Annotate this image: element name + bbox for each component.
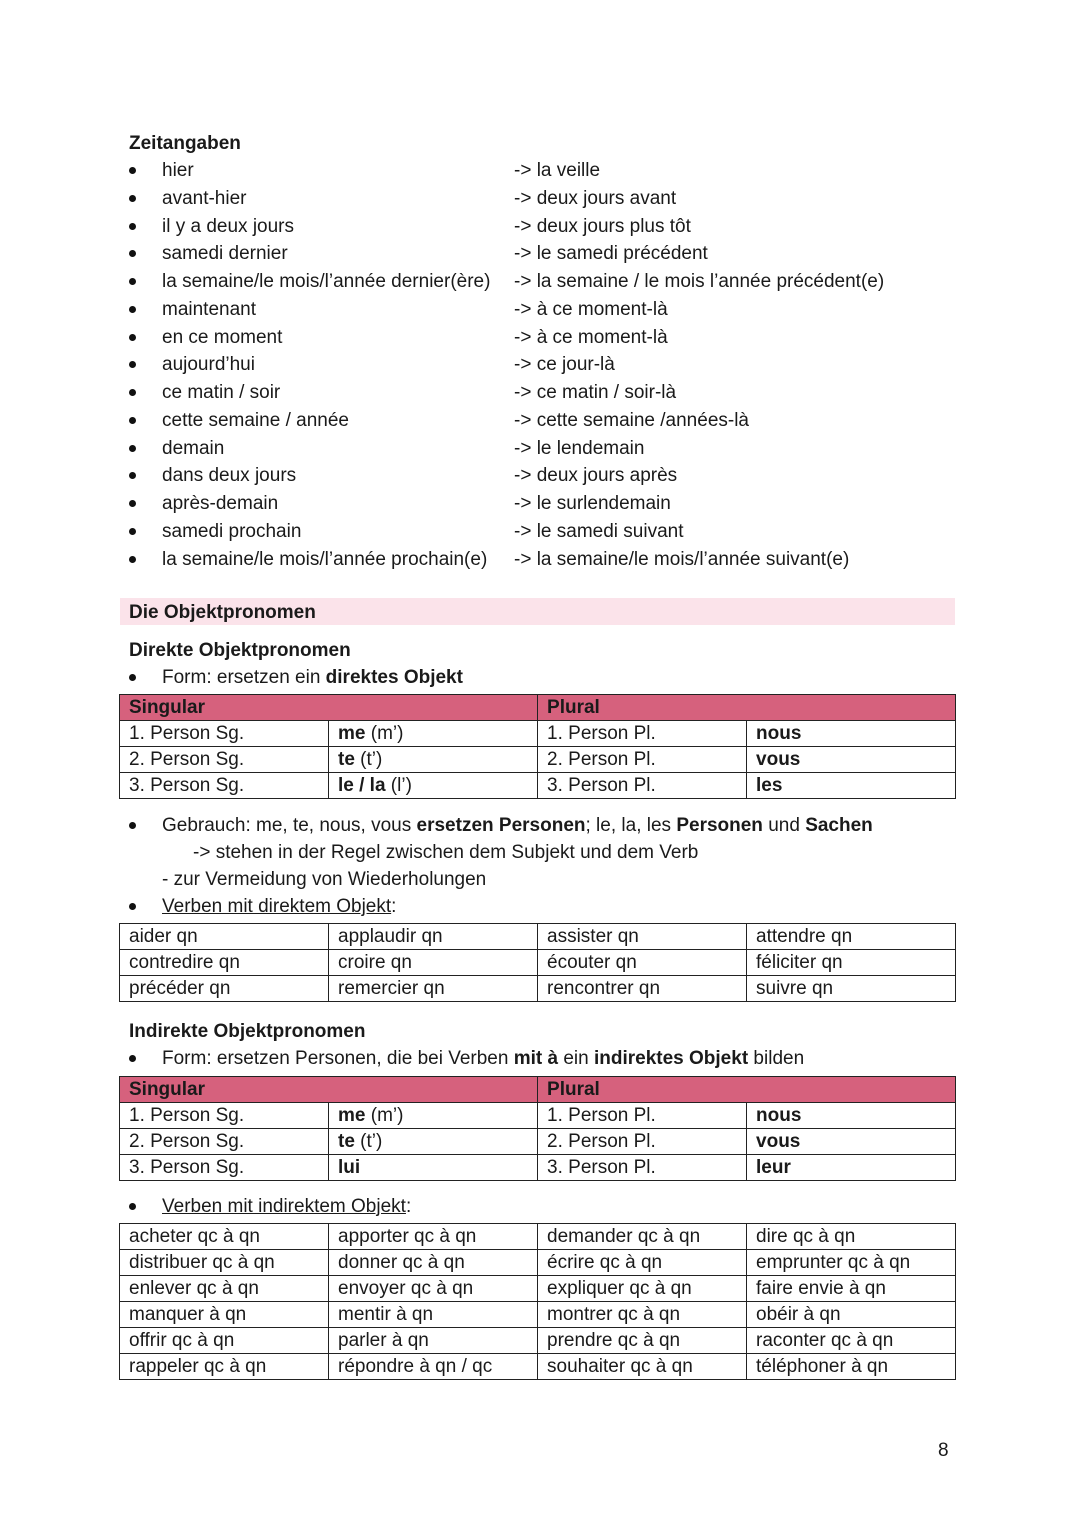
verb-cell: acheter qc à qn — [120, 1224, 329, 1250]
verb-cell: prendre qc à qn — [538, 1328, 747, 1354]
verb-cell: mentir à qn — [329, 1302, 538, 1328]
verb-cell: offrir qc à qn — [120, 1328, 329, 1354]
usage-note-line: - zur Vermeidung von Wiederholungen — [162, 869, 487, 890]
table-header-row — [120, 695, 956, 721]
verb-cell: enlever qc à qn — [120, 1276, 329, 1302]
time-expression-converted: -> ce matin / soir-là — [514, 382, 677, 403]
bullet-icon — [129, 500, 136, 507]
person-singular: 2. Person Sg. — [120, 747, 329, 773]
usage-bold-3: Sachen — [805, 815, 873, 836]
table-row — [120, 1354, 956, 1380]
verb-cell: aider qn — [120, 924, 329, 950]
pronoun-singular — [329, 721, 538, 747]
bullet-icon — [129, 334, 136, 341]
verb-cell: écrire qc à qn — [538, 1250, 747, 1276]
person-singular: 3. Person Sg. — [120, 773, 329, 799]
verb-cell: raconter qc à qn — [747, 1328, 956, 1354]
verb-cell: souhaiter qc à qn — [538, 1354, 747, 1380]
verb-cell: attendre qn — [747, 924, 956, 950]
pronoun-bold: te — [338, 749, 355, 770]
verb-cell: distribuer qc à qn — [120, 1250, 329, 1276]
time-expression-converted: -> deux jours avant — [514, 188, 677, 209]
header-plural: Plural — [538, 1077, 956, 1103]
time-expression-converted: -> à ce moment-là — [514, 327, 668, 348]
pronoun-bold: te — [338, 1131, 355, 1152]
time-expression: maintenant — [162, 299, 257, 320]
time-expression: dans deux jours — [162, 465, 297, 486]
direct-pronoun-table — [119, 694, 956, 799]
pronoun-plural: vous — [747, 1129, 956, 1155]
pronoun-singular — [329, 1129, 538, 1155]
time-expression-converted: -> la veille — [514, 160, 601, 181]
indirect-form-line — [162, 1045, 804, 1072]
bullet-icon — [129, 1055, 136, 1062]
time-expression: la semaine/le mois/l’année prochain(e) — [162, 549, 488, 570]
verb-cell: féliciter qn — [747, 950, 956, 976]
header-singular: Singular — [120, 1077, 538, 1103]
verb-cell: téléphoner à qn — [747, 1354, 956, 1380]
indirect-verbs-label: Verben mit indirektem Objekt — [162, 1196, 406, 1217]
verb-cell: suivre qn — [747, 976, 956, 1002]
section-title: Die Objektpronomen — [129, 602, 316, 623]
time-expression-converted: -> ce jour-là — [514, 354, 615, 375]
direct-form-line — [162, 664, 463, 691]
verb-cell: remercier qn — [329, 976, 538, 1002]
bullet-icon — [129, 472, 136, 479]
usage-bold-1: ersetzen Personen — [416, 815, 586, 836]
time-expression: demain — [162, 438, 225, 459]
time-expression: il y a deux jours — [162, 216, 295, 237]
bullet-icon — [129, 195, 136, 202]
bullet-icon — [129, 556, 136, 563]
bullet-icon — [129, 417, 136, 424]
pronoun-singular — [329, 773, 538, 799]
verb-cell: envoyer qc à qn — [329, 1276, 538, 1302]
verb-cell: contredire qn — [120, 950, 329, 976]
usage-text-3: und — [762, 815, 806, 836]
time-expression: en ce moment — [162, 327, 283, 348]
verb-cell: croire qn — [329, 950, 538, 976]
label-colon: : — [391, 896, 397, 917]
direct-verbs-table — [119, 923, 956, 1002]
bullet-icon — [129, 361, 136, 368]
verb-cell: précéder qn — [120, 976, 329, 1002]
verb-cell: dire qc à qn — [747, 1224, 956, 1250]
indirect-form-text-2: ein — [558, 1048, 594, 1069]
bullet-icon — [129, 389, 136, 396]
direct-verbs-label: Verben mit direktem Objekt — [162, 896, 392, 917]
direct-verbs-label-line — [162, 893, 396, 920]
indirect-form-text-3: bilden — [748, 1048, 805, 1069]
indirect-form-bold-1: mit à — [513, 1048, 559, 1069]
time-expression-converted: -> la semaine/le mois/l’année suivant(e) — [514, 549, 850, 570]
bullet-icon — [129, 250, 136, 257]
time-expression: avant-hier — [162, 188, 247, 209]
time-expression: samedi dernier — [162, 243, 288, 264]
person-singular: 3. Person Sg. — [120, 1155, 329, 1181]
label-colon: : — [405, 1196, 412, 1217]
verb-cell: applaudir qn — [329, 924, 538, 950]
time-expression-converted: -> le lendemain — [514, 438, 645, 459]
time-expression: aujourd’hui — [162, 354, 255, 375]
pronoun-plural: nous — [747, 1103, 956, 1129]
pronoun-elided: (m’) — [365, 1105, 404, 1126]
time-expression-converted: -> la semaine / le mois l’année précédent(e) — [514, 271, 885, 292]
indirect-heading: Indirekte Objektpronomen — [129, 1021, 366, 1042]
bullet-icon — [129, 278, 136, 285]
pronoun-singular — [329, 1103, 538, 1129]
table-row — [120, 1276, 956, 1302]
table-row — [120, 773, 956, 799]
time-expression-converted: -> le samedi précédent — [514, 243, 708, 264]
verb-cell: rencontrer qn — [538, 976, 747, 1002]
verb-cell: montrer qc à qn — [538, 1302, 747, 1328]
bullet-icon — [129, 1203, 136, 1210]
table-row — [120, 747, 956, 773]
verb-cell: apporter qc à qn — [329, 1224, 538, 1250]
bullet-icon — [129, 445, 136, 452]
header-singular: Singular — [120, 695, 538, 721]
time-expression: cette semaine / année — [162, 410, 349, 431]
verb-cell: écouter qn — [538, 950, 747, 976]
indirect-form-text-1: Form: ersetzen Personen, die bei Verben — [162, 1048, 514, 1069]
person-plural: 2. Person Pl. — [538, 1129, 747, 1155]
pronoun-plural: leur — [747, 1155, 956, 1181]
table-row — [120, 1302, 956, 1328]
table-row — [120, 1328, 956, 1354]
header-plural: Plural — [538, 695, 956, 721]
time-expression-converted: -> cette semaine /années-là — [514, 410, 749, 431]
pronoun-bold: me — [338, 1105, 366, 1126]
time-expression-converted: -> deux jours après — [514, 465, 678, 486]
verb-cell: assister qn — [538, 924, 747, 950]
person-plural: 2. Person Pl. — [538, 747, 747, 773]
indirect-form-bold-2: indirektes Objekt — [593, 1048, 749, 1069]
time-expression: la semaine/le mois/l’année dernier(ère) — [162, 271, 491, 292]
time-expression: ce matin / soir — [162, 382, 281, 403]
page-number: 8 — [938, 1440, 949, 1461]
table-row — [120, 1224, 956, 1250]
pronoun-elided: (t’) — [354, 1131, 383, 1152]
table-row — [120, 976, 956, 1002]
direct-heading: Direkte Objektpronomen — [129, 640, 351, 661]
person-singular: 1. Person Sg. — [120, 721, 329, 747]
pronoun-plural: vous — [747, 747, 956, 773]
table-header-row — [120, 1077, 956, 1103]
pronoun-bold: me — [338, 723, 366, 744]
direct-usage-line — [162, 812, 873, 839]
person-singular: 2. Person Sg. — [120, 1129, 329, 1155]
pronoun-plural: les — [747, 773, 956, 799]
pronoun-bold: lui — [338, 1157, 361, 1178]
verb-cell: manquer à qn — [120, 1302, 329, 1328]
bullet-icon — [129, 822, 136, 829]
verb-cell: rappeler qc à qn — [120, 1354, 329, 1380]
verb-cell: parler à qn — [329, 1328, 538, 1354]
zeitangaben-heading: Zeitangaben — [129, 133, 241, 154]
verb-cell: demander qc à qn — [538, 1224, 747, 1250]
pronoun-singular — [329, 747, 538, 773]
time-expression-converted: -> le surlendemain — [514, 493, 671, 514]
table-row — [120, 1155, 956, 1181]
table-row — [120, 950, 956, 976]
time-expression-converted: -> le samedi suivant — [514, 521, 684, 542]
time-expression: après-demain — [162, 493, 279, 514]
table-row — [120, 721, 956, 747]
table-row — [120, 1103, 956, 1129]
usage-note-line: -> stehen in der Regel zwischen dem Subjekt und dem Verb — [193, 842, 699, 863]
verb-cell: expliquer qc à qn — [538, 1276, 747, 1302]
table-row — [120, 1129, 956, 1155]
time-expression-converted: -> à ce moment-là — [514, 299, 668, 320]
person-plural: 3. Person Pl. — [538, 773, 747, 799]
verb-cell: répondre à qn / qc — [329, 1354, 538, 1380]
bullet-icon — [129, 528, 136, 535]
verb-cell: obéir à qn — [747, 1302, 956, 1328]
indirect-verbs-table — [119, 1223, 956, 1380]
pronoun-singular — [329, 1155, 538, 1181]
direct-form-bold: direktes Objekt — [325, 667, 463, 688]
bullet-icon — [129, 223, 136, 230]
bullet-icon — [129, 674, 136, 681]
usage-text-2: ; le, la, les — [585, 815, 677, 836]
usage-text-1: Gebrauch: me, te, nous, vous — [162, 815, 417, 836]
person-plural: 1. Person Pl. — [538, 721, 747, 747]
pronoun-bold: le / la — [338, 775, 386, 796]
table-row — [120, 1250, 956, 1276]
pronoun-elided: (l’) — [385, 775, 412, 796]
direct-form-prefix: Form: ersetzen ein — [162, 667, 326, 688]
pronoun-elided: (t’) — [354, 749, 383, 770]
pronoun-elided: (m’) — [365, 723, 404, 744]
person-singular: 1. Person Sg. — [120, 1103, 329, 1129]
person-plural: 1. Person Pl. — [538, 1103, 747, 1129]
person-plural: 3. Person Pl. — [538, 1155, 747, 1181]
verb-cell: donner qc à qn — [329, 1250, 538, 1276]
verb-cell: emprunter qc à qn — [747, 1250, 956, 1276]
usage-bold-2: Personen — [676, 815, 763, 836]
bullet-icon — [129, 167, 136, 174]
time-expression: samedi prochain — [162, 521, 302, 542]
table-row — [120, 924, 956, 950]
verb-cell: faire envie à qn — [747, 1276, 956, 1302]
pronoun-plural: nous — [747, 721, 956, 747]
bullet-icon — [129, 306, 136, 313]
indirect-verbs-label-line — [162, 1193, 411, 1220]
time-expression-converted: -> deux jours plus tôt — [514, 216, 691, 237]
bullet-icon — [129, 903, 136, 910]
time-expression: hier — [162, 160, 194, 181]
indirect-pronoun-table — [119, 1076, 956, 1181]
